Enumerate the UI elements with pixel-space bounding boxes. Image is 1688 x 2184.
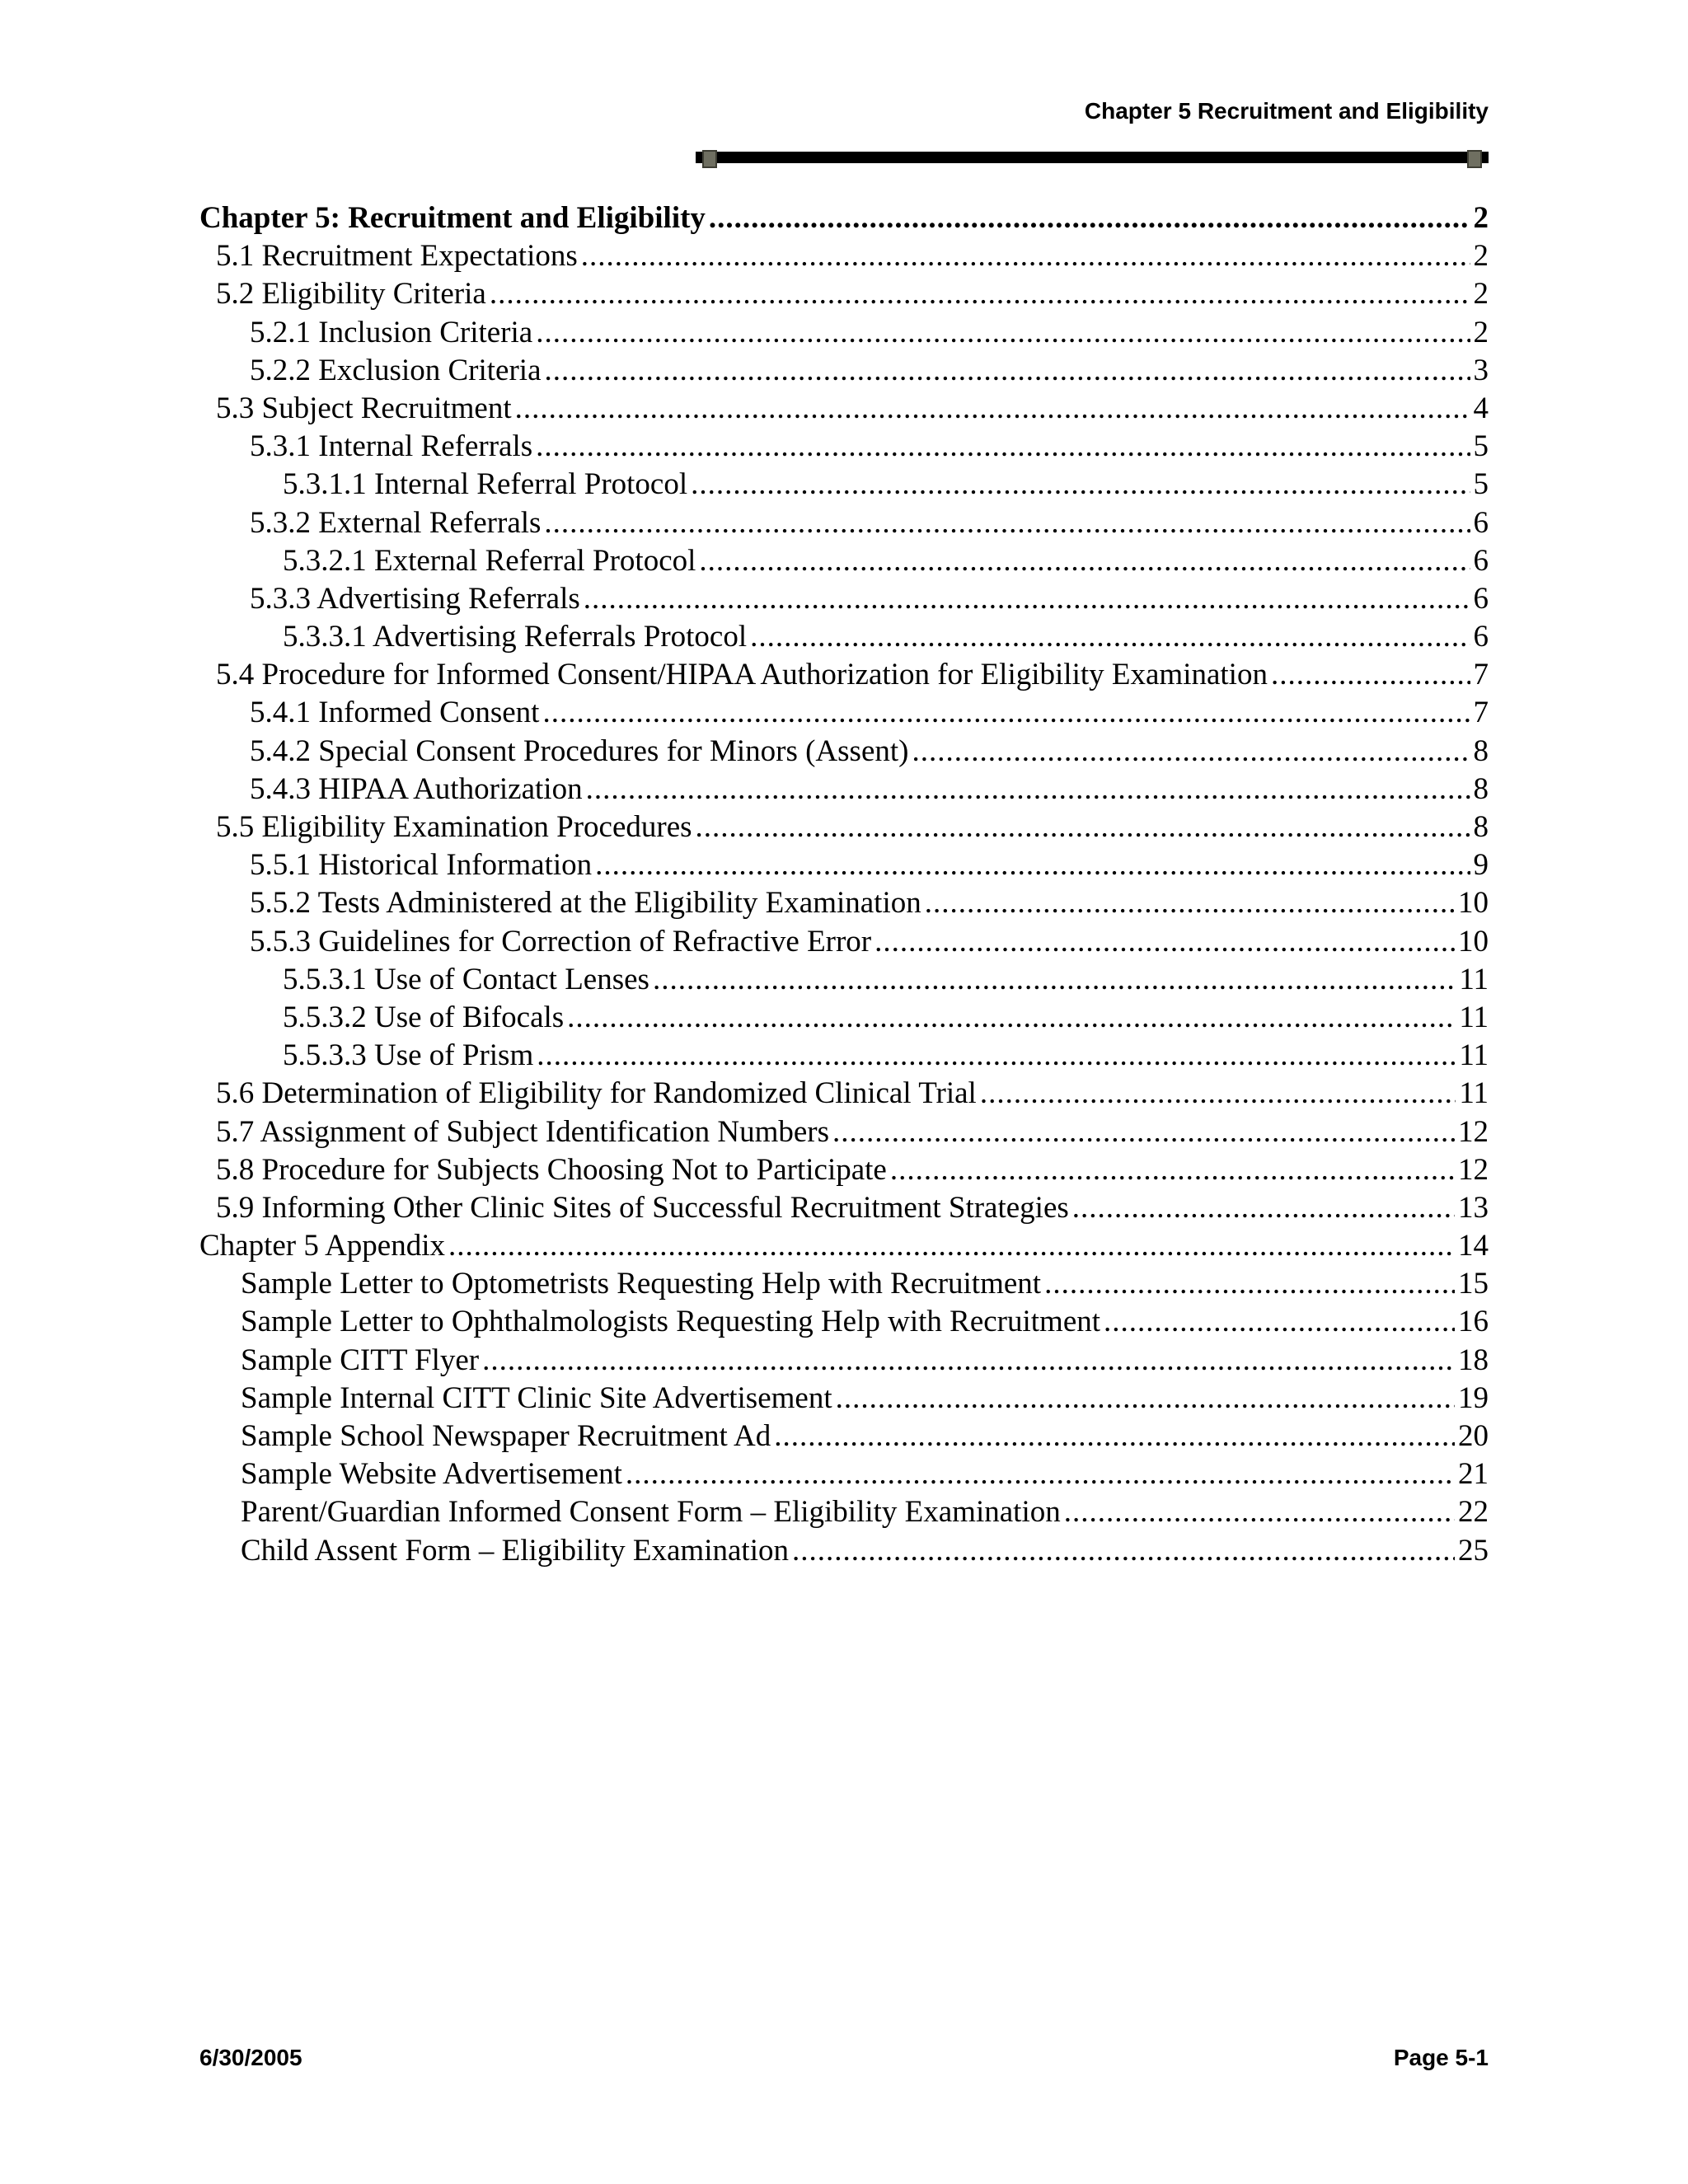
toc-entry[interactable] bbox=[199, 1303, 1489, 1341]
footer-page-number: Page 5-1 bbox=[1393, 2045, 1489, 2070]
toc-entry-page: 8 bbox=[1473, 810, 1489, 844]
toc-entry-page: 9 bbox=[1473, 848, 1489, 883]
toc-entry-page: 11 bbox=[1459, 1000, 1489, 1034]
toc-entry-title: 5.8 Procedure for Subjects Choosing Not to Participate bbox=[216, 1152, 887, 1187]
toc-entry[interactable] bbox=[199, 1037, 1489, 1075]
toc-entry-page: 3 bbox=[1473, 353, 1489, 387]
toc-dot-leader bbox=[1044, 1265, 1455, 1303]
toc-entry-title: Child Assent Form – Eligibility Examination bbox=[241, 1533, 789, 1568]
toc-dot-leader bbox=[626, 1455, 1455, 1493]
header-rule-right-cap bbox=[1467, 150, 1482, 168]
toc-entry-page: 15 bbox=[1458, 1267, 1489, 1301]
toc-entry-page: 25 bbox=[1458, 1533, 1489, 1568]
toc-entry[interactable] bbox=[199, 275, 1489, 313]
toc-entry[interactable] bbox=[199, 542, 1489, 580]
toc-dot-leader bbox=[536, 314, 1470, 352]
toc-entry-page: 6 bbox=[1473, 581, 1489, 616]
toc-entry-title: Sample Letter to Optometrists Requesting Help with Recruitment bbox=[241, 1267, 1042, 1301]
toc-dot-leader bbox=[709, 199, 1470, 237]
toc-entry-title: Sample Website Advertisement bbox=[241, 1457, 622, 1492]
toc-dot-leader bbox=[792, 1532, 1455, 1570]
toc-entry-title: 5.4.2 Special Consent Procedures for Minors (Assent) bbox=[250, 733, 909, 768]
toc-entry-title: Chapter 5 Appendix bbox=[199, 1229, 446, 1263]
toc-dot-leader bbox=[482, 1342, 1455, 1380]
toc-entry[interactable] bbox=[199, 466, 1489, 504]
toc-entry-page: 21 bbox=[1458, 1457, 1489, 1492]
toc-dot-leader bbox=[581, 237, 1470, 275]
toc-entry-title: Chapter 5: Recruitment and Eligibility bbox=[199, 201, 706, 235]
toc-entry[interactable] bbox=[199, 1532, 1489, 1570]
toc-dot-leader bbox=[1271, 656, 1470, 694]
toc-entry[interactable] bbox=[199, 1380, 1489, 1418]
toc-entry[interactable] bbox=[199, 428, 1489, 466]
toc-entry[interactable] bbox=[199, 1189, 1489, 1227]
toc-entry-title: 5.2.2 Exclusion Criteria bbox=[250, 353, 542, 387]
toc-entry-page: 11 bbox=[1459, 1076, 1489, 1111]
toc-dot-leader bbox=[874, 923, 1455, 961]
toc-entry-title: Sample Letter to Ophthalmologists Requesting Help with Recruitment bbox=[241, 1305, 1101, 1339]
toc-entry-title: 5.5.2 Tests Administered at the Eligibility Examination bbox=[250, 886, 921, 921]
toc-dot-leader bbox=[567, 999, 1456, 1037]
toc-entry-page: 16 bbox=[1458, 1305, 1489, 1339]
toc-dot-leader bbox=[542, 694, 1470, 732]
toc-dot-leader bbox=[980, 1075, 1456, 1113]
footer-date: 6/30/2005 bbox=[199, 2045, 302, 2070]
toc-entry[interactable] bbox=[199, 352, 1489, 390]
toc-entry-title: 5.2.1 Inclusion Criteria bbox=[250, 315, 533, 349]
toc-dot-leader bbox=[653, 961, 1456, 999]
toc-entry-page: 22 bbox=[1458, 1495, 1489, 1530]
toc-entry[interactable] bbox=[199, 846, 1489, 884]
toc-entry-page: 8 bbox=[1473, 733, 1489, 768]
toc-dot-leader bbox=[696, 808, 1470, 846]
toc-entry[interactable] bbox=[199, 580, 1489, 618]
toc-entry[interactable] bbox=[199, 923, 1489, 961]
toc-entry-title: 5.5.3.3 Use of Prism bbox=[283, 1038, 534, 1073]
toc-entry[interactable] bbox=[199, 694, 1489, 732]
toc-entry[interactable] bbox=[199, 504, 1489, 542]
toc-entry-title: 5.5.3 Guidelines for Correction of Refractive Error bbox=[250, 924, 872, 958]
header-rule bbox=[696, 152, 1489, 163]
toc-entry-title: 5.3.2 External Referrals bbox=[250, 505, 542, 540]
toc-entry-title: 5.6 Determination of Eligibility for Randomized Clinical Trial bbox=[216, 1076, 977, 1111]
toc-entry-title: 5.5 Eligibility Examination Procedures bbox=[216, 810, 692, 844]
toc-entry-page: 7 bbox=[1473, 658, 1489, 692]
header-rule-left-cap bbox=[702, 150, 717, 168]
toc-entry[interactable] bbox=[199, 1455, 1489, 1493]
toc-entry-title: 5.4.1 Informed Consent bbox=[250, 696, 540, 730]
toc-entry-page: 6 bbox=[1473, 543, 1489, 578]
toc-dot-leader bbox=[1064, 1493, 1455, 1531]
toc-entry-title: 5.3.1 Internal Referrals bbox=[250, 429, 533, 464]
toc-entry-title: 5.1 Recruitment Expectations bbox=[216, 239, 578, 274]
toc-entry-page: 10 bbox=[1458, 886, 1489, 921]
toc-dot-leader bbox=[448, 1227, 1455, 1265]
toc-entry-page: 11 bbox=[1459, 1038, 1489, 1073]
toc-entry-title: 5.5.3.1 Use of Contact Lenses bbox=[283, 962, 649, 996]
toc-dot-leader bbox=[584, 580, 1470, 618]
toc-entry-page: 10 bbox=[1458, 924, 1489, 958]
toc-entry[interactable] bbox=[199, 237, 1489, 275]
toc-dot-leader bbox=[925, 884, 1455, 922]
toc-entry-title: 5.5.1 Historical Information bbox=[250, 848, 593, 883]
toc-entry-title: 5.9 Informing Other Clinic Sites of Successful Recruitment Strategies bbox=[216, 1190, 1069, 1225]
toc-entry[interactable] bbox=[199, 1113, 1489, 1151]
toc-entry-title: 5.3.2.1 External Referral Protocol bbox=[283, 543, 696, 578]
toc-entry-page: 8 bbox=[1473, 771, 1489, 806]
toc-entry-page: 19 bbox=[1458, 1380, 1489, 1415]
toc-dot-leader bbox=[832, 1113, 1455, 1151]
toc-dot-leader bbox=[536, 428, 1470, 466]
toc-dot-leader bbox=[750, 618, 1470, 656]
toc-entry[interactable] bbox=[199, 390, 1489, 428]
toc-entry-page: 11 bbox=[1459, 962, 1489, 996]
table-of-contents bbox=[199, 199, 1489, 1570]
toc-entry[interactable] bbox=[199, 1493, 1489, 1531]
toc-entry-page: 12 bbox=[1458, 1152, 1489, 1187]
toc-entry[interactable] bbox=[199, 733, 1489, 771]
toc-entry-title: Sample School Newspaper Recruitment Ad bbox=[241, 1419, 771, 1453]
toc-entry[interactable] bbox=[199, 314, 1489, 352]
toc-entry[interactable] bbox=[199, 1265, 1489, 1303]
toc-entry-page: 6 bbox=[1473, 505, 1489, 540]
toc-entry-title: 5.3.3.1 Advertising Referrals Protocol bbox=[283, 620, 748, 654]
toc-entry-page: 20 bbox=[1458, 1419, 1489, 1453]
toc-entry[interactable] bbox=[199, 884, 1489, 922]
toc-dot-leader bbox=[545, 352, 1470, 390]
toc-dot-leader bbox=[691, 466, 1470, 504]
toc-entry-page: 2 bbox=[1473, 239, 1489, 274]
toc-entry[interactable] bbox=[199, 618, 1489, 656]
toc-dot-leader bbox=[586, 771, 1470, 808]
toc-entry-title: 5.3.3 Advertising Referrals bbox=[250, 581, 580, 616]
toc-dot-leader bbox=[544, 504, 1470, 542]
toc-entry-title: 5.3 Subject Recruitment bbox=[216, 391, 512, 425]
toc-dot-leader bbox=[515, 390, 1470, 428]
toc-entry-page: 5 bbox=[1473, 429, 1489, 464]
toc-entry-page: 18 bbox=[1458, 1343, 1489, 1377]
toc-entry[interactable] bbox=[199, 1227, 1489, 1265]
toc-dot-leader bbox=[595, 846, 1470, 884]
toc-entry-page: 12 bbox=[1458, 1114, 1489, 1149]
toc-entry-title: 5.4 Procedure for Informed Consent/HIPAA Authorization for Eligibility Examination bbox=[216, 658, 1268, 692]
toc-entry-page: 2 bbox=[1473, 277, 1489, 312]
toc-entry-title: 5.5.3.2 Use of Bifocals bbox=[283, 1000, 565, 1034]
toc-dot-leader bbox=[490, 275, 1470, 313]
toc-dot-leader bbox=[890, 1151, 1455, 1189]
toc-entry-title: 5.7 Assignment of Subject Identification Numbers bbox=[216, 1114, 829, 1149]
toc-dot-leader bbox=[1104, 1303, 1455, 1341]
toc-entry-title: Parent/Guardian Informed Consent Form – Eligibility Examination bbox=[241, 1495, 1061, 1530]
toc-entry-title: 5.2 Eligibility Criteria bbox=[216, 277, 486, 312]
toc-entry-page: 2 bbox=[1473, 201, 1489, 235]
toc-entry[interactable] bbox=[199, 1075, 1489, 1113]
toc-entry-title: 5.4.3 HIPAA Authorization bbox=[250, 771, 583, 806]
toc-entry-page: 13 bbox=[1458, 1190, 1489, 1225]
toc-entry[interactable] bbox=[199, 656, 1489, 694]
toc-entry[interactable] bbox=[199, 199, 1489, 237]
toc-entry[interactable] bbox=[199, 1151, 1489, 1189]
toc-entry[interactable] bbox=[199, 999, 1489, 1037]
toc-entry-title: Sample Internal CITT Clinic Site Advertisement bbox=[241, 1380, 832, 1415]
toc-dot-leader bbox=[537, 1037, 1456, 1075]
toc-entry-title: Sample CITT Flyer bbox=[241, 1343, 480, 1377]
toc-entry-page: 6 bbox=[1473, 620, 1489, 654]
toc-dot-leader bbox=[774, 1418, 1455, 1455]
toc-entry-page: 7 bbox=[1473, 696, 1489, 730]
toc-entry[interactable] bbox=[199, 771, 1489, 808]
toc-dot-leader bbox=[699, 542, 1470, 580]
toc-entry-page: 4 bbox=[1473, 391, 1489, 425]
toc-entry-page: 2 bbox=[1473, 315, 1489, 349]
toc-entry[interactable] bbox=[199, 808, 1489, 846]
toc-dot-leader bbox=[836, 1380, 1455, 1418]
toc-dot-leader bbox=[1072, 1189, 1455, 1227]
toc-entry-title: 5.3.1.1 Internal Referral Protocol bbox=[283, 467, 688, 502]
toc-entry-page: 5 bbox=[1473, 467, 1489, 502]
running-header-title: Chapter 5 Recruitment and Eligibility bbox=[1084, 98, 1489, 124]
toc-dot-leader bbox=[912, 733, 1470, 771]
toc-entry[interactable] bbox=[199, 961, 1489, 999]
toc-entry[interactable] bbox=[199, 1342, 1489, 1380]
toc-entry-page: 14 bbox=[1458, 1229, 1489, 1263]
toc-entry[interactable] bbox=[199, 1418, 1489, 1455]
